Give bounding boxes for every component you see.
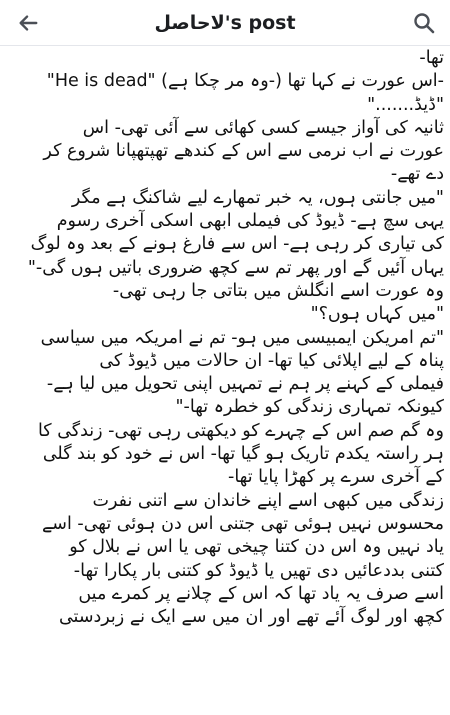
page-title: لاحاصل's post xyxy=(154,12,296,34)
post-line: یہی سچ ہے- ڈیوڈ کی فیملی ابھی اسکی آخری رسوم xyxy=(56,211,444,232)
post-line: "تم امریکن ایمبیسی میں ہو- تم نے امریکہ میں سیاسی xyxy=(40,327,444,348)
post-line: ہر راستہ یکدم تاریک ہو گیا تھا- اس نے خود کو بند گلی xyxy=(42,444,444,465)
post-line: وہ عورت اسے انگلش میں بتاتی جا رہی تھی- xyxy=(112,280,444,301)
back-button[interactable] xyxy=(14,9,42,37)
post-line: "ڈیڈ......." xyxy=(367,94,444,115)
post-line: پناہ کے لیے اپلائی کیا تھا- ان حالات میں ڈیوڈ کی xyxy=(99,350,444,371)
post-line: کتنی بددعائیں دی تھیں یا ڈیوڈ کو کتنی بار پکارا تھا- xyxy=(73,560,444,581)
post-line: "He is dead" (وہ مر چکا ہے-) اس عورت نے کہا تھا- xyxy=(46,71,444,92)
post-line: کیونکہ تمہاری زندگی کو خطرہ تھا-" xyxy=(175,397,444,418)
post-line: تھا- xyxy=(419,48,444,68)
post-line: فیملی کے کہنے پر ہم نے تمہیں اپنی تحویل میں لیا ہے- xyxy=(46,374,444,395)
page-title-wrap xyxy=(0,0,450,46)
post-line: کے آخری سرے پر کھڑا پایا تھا- xyxy=(228,467,444,488)
post-line: عورت نے اب نرمی سے اس کے کندھے تھپتھپانا شروع کر xyxy=(43,141,444,162)
post-line: زندگی میں کبھی اسے اپنے خاندان سے اتنی نفرت xyxy=(92,490,444,511)
post-line: یہاں آئیں گے اور پھر تم سے کچھ ضروری باتیں ہوں گی-" xyxy=(27,257,444,278)
post-line: دے تھے- xyxy=(390,164,444,185)
arrow-left-icon xyxy=(17,12,39,34)
post-line: کی تیاری کر رہی ہے- اس سے فارغ ہونے کے بعد وہ لوگ xyxy=(30,234,444,255)
search-icon xyxy=(412,11,436,35)
post-line: "میں کہاں ہوں؟" xyxy=(310,304,444,325)
post-line: محسوس نہیں ہوئی تھی جتنی اس دن ہوئی تھی- اسے xyxy=(42,513,444,534)
post-line: ثانیہ کی آواز جیسے کسی کھائی سے آئی تھی- اس xyxy=(82,117,444,138)
post-line: یاد نہیں وہ اس دن کتنا چیخی تھی یا اس نے بلال کو xyxy=(69,537,444,558)
search-button[interactable] xyxy=(410,9,438,37)
post-line: "میں جانتی ہوں، یہ خبر تمھارے لیے شاکنگ ہے مگر xyxy=(71,187,444,208)
post-line: وہ گم صم اس کے چہرے کو دیکھتی رہی تھی- زندگی کا xyxy=(37,420,444,441)
post-body xyxy=(6,47,444,715)
post-line: کچھ اور لوگ آئے تھے اور ان میں سے ایک نے زبردستی xyxy=(58,607,444,628)
post-line: اسے صرف یہ یاد تھا کہ اس کے چلانے پر کمرے میں xyxy=(78,583,444,604)
top-bar xyxy=(0,0,450,46)
